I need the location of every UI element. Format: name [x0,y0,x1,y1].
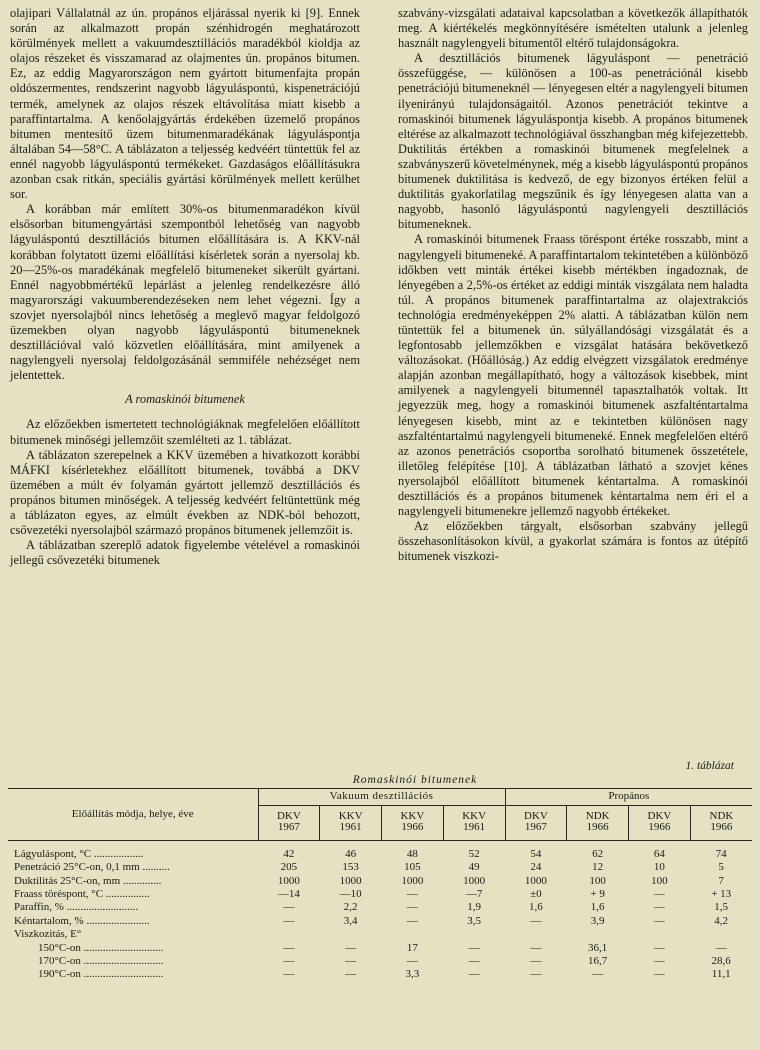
table-cell [629,928,691,941]
table-cell: — [406,901,418,914]
column-header [382,806,444,841]
table-cell: 3,5 [467,914,482,927]
column-year: 1966 [648,821,671,834]
table-row [8,861,752,874]
table-cell: 52 [468,847,480,860]
table-cell [505,928,567,941]
column-plant: DKV [524,810,548,822]
paragraph: olajipari Vállalatnál az ún. propános eljárással nyerik ki [9]. Ennek során az alkalmazott propán szénhidrogén meghatározott körülmények mellett a vakuumdesztillációs maradékból kioldja az olajos részeket és visszamarad az olajmentes ún. propános bitumen. Ez, az eddig Magyarországon nem gyártott bitumenfajta propán oldószermentes, rendszerint nagyobb lágyuláspontú, kispenetrációjú termék, amelynek az olajos részek eltávolítása miatt kisebb a paraffintartalma. A kenőolajgyártás érdekében üzemelő propános bitumen mentesítő üzem bitumenmaradékának lágyuláspontja általában 54—58°C. A táblázaton a teljesség kedvéért tüntettük fel az ennél nagyobb lágyuláspontú termékeket. Gazdaságos előállításukra azonban csak ritkán, speciális gyártási körülmények mellett kerülhet sor. [10,6,360,202]
paragraph: A táblázatban szereplő adatok figyelembe vételével a romaskinói jellegű csővezetéki bitumenek [10,538,360,568]
table-row [8,928,752,941]
table-cell: 64 [653,847,665,860]
row-label: Viszkozitás, E° [14,928,82,941]
table-cell: — [283,941,295,954]
table-cell [382,928,444,941]
table-cell: 1000 [339,874,362,887]
column-header [690,806,752,841]
table-cell: 3,3 [405,968,420,981]
table-cell: 1000 [277,874,300,887]
paragraph: A táblázaton szerepelnek a KKV üzemében a hivatkozott korábbi MÁFKI kísérletekhez előállított bitumenek, továbbá a DKV üzemében a múlt év folyamán gyártott jellemző desztillációs és propános bitumen minőségek. A teljesség kedvéért feltüntettünk még a táblázaton egyes, az elmúlt években az NDK-ból behozott, csővezetéki nyersolajból származó propános bitumenek jellemzőit is. [10,447,360,538]
table-cell: 4,2 [714,914,729,927]
table-cell: — [406,888,418,901]
column-year: 1961 [463,821,486,834]
table-body [8,840,752,982]
paragraph: A romaskinói bitumenek Fraass töréspont értéke rosszabb, mint a nagylengyeli bitumeneké. A paraffintartalom tekintetében a különböző időkben vett minták értékei kisebb mértékben ingadoznak, de lényegében a 2,5%-os értéket az eddigi minták viszgálata nem haladta túl. A propános bitumenek paraffintartalma az olajextrakciós technológia eredményeképpen 2% alatti. A táblázatban külön nem tüntettük fel a bitumenek ún. súlyállandósági vizsgálatát és a legfontosabb jellemzőkben e vizsgálat hatására bekövetkező változásokat. (Hőállóság.) Az eddig elvégzett vizsgálatok eredménye alapján azonban megállapítható, hogy a változások kisebbek, mint amilyenek a nagylengyeli bitumennél tapasztalhatók voltak. Itt jegyezzük meg, hogy a romaskinói bitumenek aszfalténtartalma lényegesen kisebb, mint az e tekintetben különösen nagy aszfalténtartalmú nagylengyeli bitumeneké. Ennek megfelelően eltérő az azonos penetrációs csoportba sorolható bitumenek összetétele, illetőleg felépítése [10]. A táblázatban látható a szovjet kénes nyersolajból előállított bitumenek kéntartalma. A romaskinói desztillációs és a propános bitumenek kéntartalma nem éri el a nagylengyeli bitumenekre jellemző nagyobb értékeket. [398,232,748,519]
table-cell: ±0 [530,888,542,901]
group-header-vacuum: Vakuum desztillációs [258,789,505,806]
column-plant: DKV [276,810,301,822]
row-label: 190°C-on ............................. [38,968,164,981]
table-cell: — [530,955,542,968]
column-header [258,806,320,841]
table-cell: 48 [406,847,418,860]
row-label: 170°C-on ............................. [38,955,164,968]
row-label: Duktilitás 25°C-on, mm .............. [14,874,162,887]
table-cell: —10 [339,888,362,901]
table-cell: — [468,955,480,968]
table-cell: 105 [404,861,421,874]
table-cell: —14 [277,888,300,901]
table-row [8,955,752,968]
table-cell: 1000 [524,874,547,887]
table-cell: 11,1 [711,968,731,981]
table-cell: — [468,941,480,954]
column-year: 1967 [524,821,547,834]
table-row [8,968,752,981]
table-cell: — [283,955,295,968]
table-row [8,942,752,955]
table-cell: 2,2 [343,901,358,914]
table-cell: 12 [592,861,604,874]
column-header [443,806,505,841]
row-label: Fraass töréspont, °C ................ [14,888,150,901]
table-cell: — [406,955,418,968]
right-column [398,6,748,564]
table-cell: + 9 [590,888,605,901]
column-plant: KKV [338,810,363,822]
column-header [567,806,629,841]
table-cell: — [530,968,542,981]
table-cell: 1,9 [467,901,482,914]
row-label: Kéntartalom, % ....................... [14,914,150,927]
table-cell: 205 [280,861,298,874]
column-year: 1967 [277,821,300,834]
section-heading: A romaskinói bitumenek [125,392,245,407]
table-row [8,901,752,914]
table-cell [567,928,629,941]
table-cell: 46 [345,847,357,860]
column-header [629,806,691,841]
table-cell: 54 [530,847,542,860]
table-row [8,915,752,928]
table-cell: 42 [283,847,295,860]
paragraph: szabvány-vizsgálati adataival kapcsolatban a következők állapíthatók meg. A kiértékelés megkönnyítésére ismételten utalunk a jelenleg használt nagylengyeli bitumentől eltérő tulajdonságokra. [398,6,748,51]
column-year: 1966 [710,821,733,834]
row-label: 150°C-on ............................. [38,941,164,954]
table-cell: 3,9 [590,914,605,927]
table-cell [443,928,505,941]
table-cell: 36,1 [588,941,608,954]
table-cell: — [653,901,665,914]
column-header [505,806,567,841]
table-cell [320,928,382,941]
table-cell: 153 [342,861,359,874]
table-row [8,840,752,861]
paragraph: Az előzőekben tárgyalt, elsősorban szabvány jellegű összehasonlításokon kívül, a gyakorlat számára is fontos az útépítő bitumenek viszkozi- [398,519,748,564]
table-cell: — [345,941,357,954]
table-cell: 100 [589,874,606,887]
table-super-title: Romaskinói bitumenek [352,774,478,786]
table-cell: 24 [530,861,542,874]
table-cell: 16,7 [588,955,608,968]
column-year: 1966 [401,821,424,834]
table-cell: — [530,914,542,927]
column-year: 1961 [339,821,362,834]
group-header-propane: Propános [505,789,752,806]
table-cell: + 13 [711,888,732,901]
table-cell [258,928,320,941]
table-cell: 1,6 [529,901,543,914]
table-cell: — [530,941,542,954]
table-cell: 1000 [463,874,486,887]
table-cell: — [715,941,727,954]
table-cell: 17 [406,941,418,954]
table-row [8,888,752,901]
table-cell: — [283,914,295,927]
row-label: Penetráció 25°C-on, 0,1 mm .......... [14,861,170,874]
row-header-label: Előállítás módja, helye, éve [71,808,194,821]
row-header [8,789,258,841]
column-plant: NDK [709,810,734,822]
row-label: Lágyuláspont, °C .................. [14,847,144,860]
table-cell: 1000 [401,874,424,887]
table-cell: 100 [651,874,668,887]
paragraph: Az előzőekben ismertetett technológiáknak megfelelően előállított bitumenek minőségi jellemzőit szemlélteti az 1. táblázat. [10,417,360,447]
table-cell: 1,5 [714,901,729,914]
table-cell: 49 [468,861,480,874]
table-cell: —7 [465,888,483,901]
table-cell: 74 [715,847,727,860]
table-cell: — [283,968,295,981]
column-plant: DKV [647,810,672,822]
table-cell: — [283,901,295,914]
table-cell: — [345,968,357,981]
column-plant: KKV [462,810,487,822]
table-cell: — [653,914,665,927]
table-cell: — [345,955,357,968]
column-header [320,806,382,841]
table-cell: 28,6 [711,955,731,968]
table-cell: — [468,968,480,981]
table-cell: 10 [653,861,665,874]
table-cell: 62 [592,847,604,860]
table-cell: — [406,914,418,927]
table-cell: — [653,968,665,981]
table-cell: — [653,888,665,901]
table-cell: 3,4 [343,914,358,927]
paragraph: A korábban már említett 30%-os bitumenmaradékon kívül elsősorban bitumengyártási szempontból lehetőség van nagyobb lágyuláspontú desztillációs bitumen előállítására is. A KKV-nál korábban folytatott üzemi előállítási kísérletek során a nyersolaj kb. 20—25%-os maradékának megfelelő bitumeneket sikerült gyártani. Ennél nagyobbmértékű lepárlást a jelenleg rendelkezésre álló magyarországi vakuumberendezéseken nem lehet végezni. Így a szovjet nyersolajból nincs lehetőség a meglevő magyar feldolgozó üzemekben olyan nagyobb lágyuláspontú bitumeneknek desztillációval való közvetlen előállítására, mint amilyenek a nagylengyeli nyersolaj feldolgozásánál semmiféle nehézséget nem jelentettek. [10,202,360,383]
column-plant: NDK [585,810,610,822]
table-row [8,875,752,888]
table-cell: — [592,968,604,981]
data-table-section [8,760,752,982]
table-cell: 5 [718,861,724,874]
table-cell: — [653,955,665,968]
paragraph: A desztillációs bitumenek lágyuláspont — penetráció összefüggése, — különösen a 100-as penetrációnál kisebb penetrációjú bitumeneknél — lényegesen eltér a nagylengyeli bitumen ilyenirányú tulajdonságaitól. Azonos penetrációt tekintve a romaskinói bitumenek lágyuláspontja kisebb. A propános bitumenek eltérése az alkalmazott technológiával összhangban még kifejezettebb. Duktilitás értékben a romaskinói bitumenek megfelelnek a szabványszerű követelménynek, még a kisebb lágyuláspontú propános bitumenek duktilitása is kedvező, de egy bizonyos értéken felül a duktilitás gyakorlatilag megszűnik és így lényegesen alatta van a nagyobb, hasonló lágyuláspontú nagylengyeli desztillációs bitumeneknek. [398,51,748,232]
table-cell: 7 [718,874,724,887]
table-cell: — [653,941,665,954]
left-column [10,6,360,568]
table-caption: 1. táblázat [685,760,734,772]
table-cell [690,928,752,941]
bitumen-table [8,788,752,982]
column-plant: KKV [400,810,425,822]
row-label: Paraffin, % .......................... [14,901,139,914]
table-cell: 1,6 [590,901,605,914]
column-year: 1966 [586,821,609,834]
